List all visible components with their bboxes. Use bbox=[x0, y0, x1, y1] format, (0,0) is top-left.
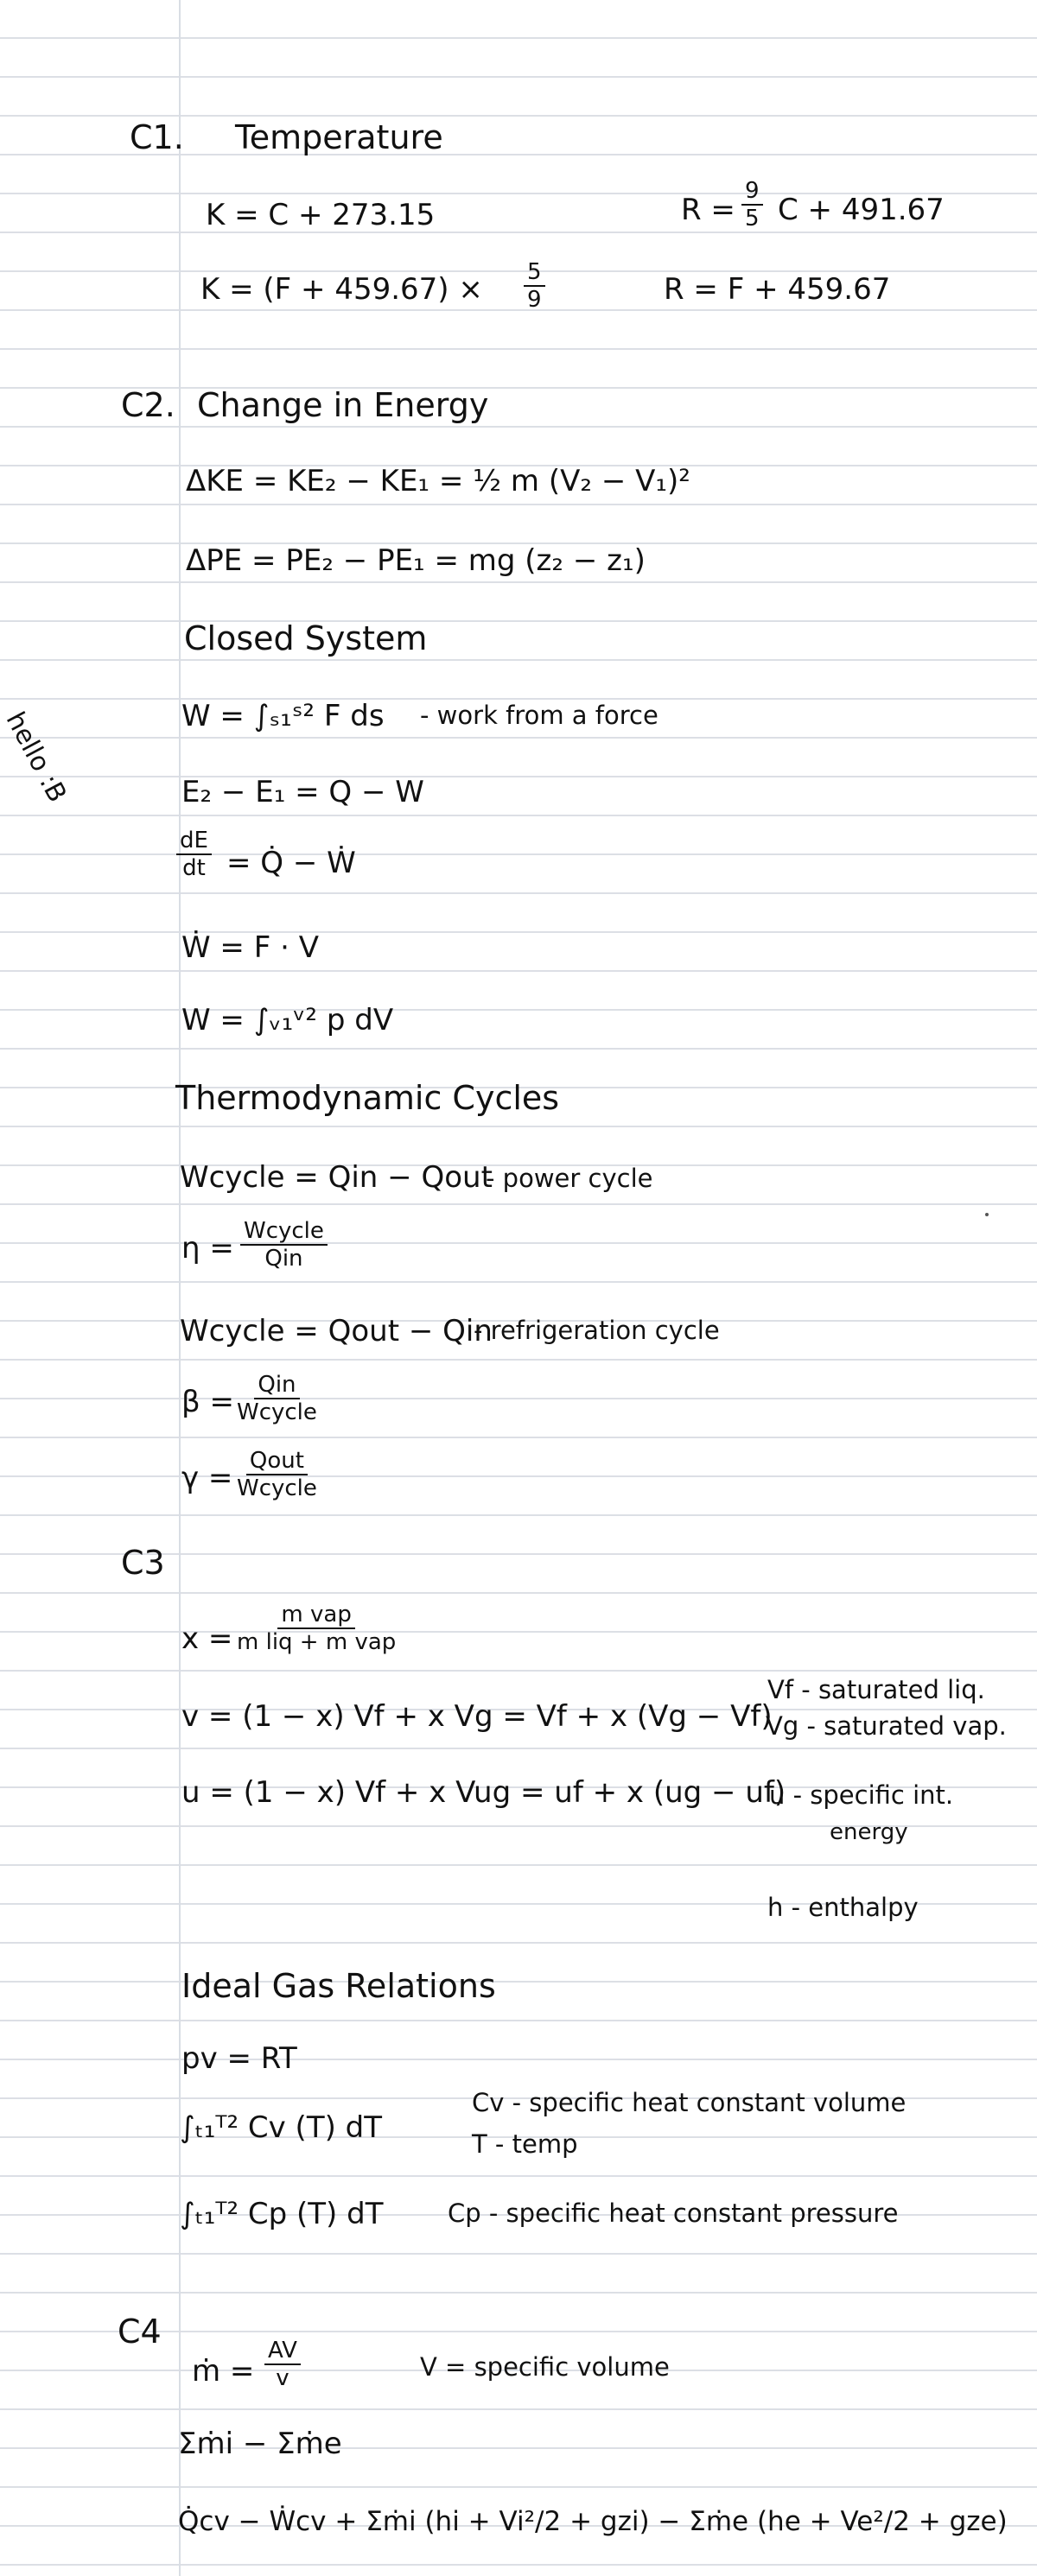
frac-denominator: Wcycle bbox=[237, 1475, 317, 1501]
eq-energy-balance: E₂ − E₁ = Q − W bbox=[181, 775, 424, 809]
note-work-from-force: - work from a force bbox=[420, 701, 658, 730]
eq-cv-integral: ∫ₜ₁ᵀ² Cv (T) dT bbox=[180, 2110, 383, 2145]
frac-numerator: 5 bbox=[524, 261, 545, 287]
eq-kinetic-energy: ΔKE = KE₂ − KE₁ = ½ m (V₂ − V₁)² bbox=[186, 464, 690, 498]
frac-beta bbox=[233, 1374, 321, 1424]
frac-denominator: Wcycle bbox=[237, 1399, 317, 1425]
doodle-hello: hello :B bbox=[0, 707, 73, 808]
eq-rankine-fahrenheit: R = F + 459.67 bbox=[664, 272, 891, 307]
frac-dE-dt bbox=[176, 829, 212, 879]
note-power-cycle: - power cycle bbox=[486, 1164, 653, 1193]
frac-numerator: dE bbox=[176, 829, 212, 855]
frac-numerator: Wcycle bbox=[240, 1220, 328, 1246]
frac-numerator: 9 bbox=[741, 180, 763, 206]
eq-rankine-celsius-pre: R = bbox=[681, 193, 735, 227]
section-label-c4: C4 bbox=[118, 2313, 162, 2351]
heading-change-in-energy: Change in Energy bbox=[197, 386, 489, 424]
frac-denominator: Qin bbox=[264, 1246, 303, 1272]
heading-thermodynamic-cycles: Thermodynamic Cycles bbox=[175, 1079, 560, 1117]
note-vg: Vg - saturated vap. bbox=[766, 1711, 1007, 1741]
eq-specific-volume: v = (1 − x) Vf + x Vg = Vf + x (Vg − Vf) bbox=[181, 1699, 773, 1734]
eq-beta-pre: β = bbox=[181, 1385, 234, 1419]
heading-closed-system: Closed System bbox=[184, 619, 428, 657]
eq-kelvin-celsius: K = C + 273.15 bbox=[206, 198, 436, 232]
eq-rankine-celsius-post: C + 491.67 bbox=[778, 193, 945, 227]
eq-quality-pre: x = bbox=[181, 1621, 233, 1656]
frac-denominator: v bbox=[276, 2365, 289, 2391]
note-cv: Cv - specific heat constant volume bbox=[472, 2088, 907, 2117]
frac-quality bbox=[233, 1603, 399, 1653]
heading-temperature: Temperature bbox=[235, 118, 443, 156]
frac-numerator: Qin bbox=[254, 1374, 299, 1399]
frac-5-over-9 bbox=[524, 261, 545, 311]
section-label-c3: C3 bbox=[121, 1544, 165, 1582]
eq-ideal-gas: pv = RT bbox=[181, 2041, 297, 2076]
eq-cp-integral: ∫ₜ₁ᵀ² Cp (T) dT bbox=[180, 2197, 384, 2231]
frac-numerator: AV bbox=[264, 2339, 301, 2365]
eq-control-volume-energy-rate: Q̇cv − Ẇcv + Σṁi (hi + Vi²/2 + gzi) − Σṁe (he + Ve²/2 + gze) bbox=[178, 2506, 1008, 2537]
eq-work-force: W = ∫ₛ₁ˢ² F ds bbox=[181, 699, 385, 733]
note-specific-volume: V = specific volume bbox=[420, 2352, 670, 2382]
eq-power-cycle: Wcycle = Qin − Qout bbox=[180, 1160, 493, 1195]
note-temp: T - temp bbox=[472, 2129, 578, 2159]
section-label-c1: C1. bbox=[130, 118, 184, 156]
note-u: u - specific int. bbox=[769, 1780, 954, 1810]
heading-ideal-gas-relations: Ideal Gas Relations bbox=[181, 1967, 496, 2005]
ink-dot bbox=[985, 1213, 989, 1216]
eq-mass-flow-pre: ṁ = bbox=[192, 2354, 255, 2389]
frac-numerator: m vap bbox=[277, 1603, 354, 1629]
eq-refrigeration-cycle: Wcycle = Qout − Qin bbox=[180, 1314, 493, 1348]
eq-specific-internal-energy: u = (1 − x) Vf + x Vug = uf + x (ug − uf) bbox=[181, 1775, 786, 1810]
frac-efficiency bbox=[240, 1220, 328, 1270]
frac-denominator: 5 bbox=[745, 206, 760, 232]
frac-denominator: 9 bbox=[527, 287, 542, 313]
eq-potential-energy: ΔPE = PE₂ − PE₁ = mg (z₂ − z₁) bbox=[186, 543, 646, 578]
note-u-energy: energy bbox=[830, 1819, 908, 1845]
frac-denominator: m liq + m vap bbox=[237, 1629, 397, 1655]
frac-gamma bbox=[233, 1450, 321, 1500]
note-vf: Vf - saturated liq. bbox=[767, 1675, 985, 1704]
eq-gamma-pre: γ = bbox=[181, 1461, 233, 1495]
section-label-c2: C2. bbox=[121, 386, 175, 424]
eq-mass-balance: Σṁi − Σṁe bbox=[178, 2427, 342, 2461]
eq-efficiency-pre: η = bbox=[181, 1231, 234, 1266]
frac-9-over-5 bbox=[741, 180, 763, 230]
frac-denominator: dt bbox=[182, 855, 206, 881]
eq-kelvin-fahrenheit-pre: K = (F + 459.67) × bbox=[200, 272, 483, 307]
note-enthalpy: h - enthalpy bbox=[767, 1893, 919, 1922]
frac-numerator: Qout bbox=[246, 1450, 308, 1475]
note-refrigeration-cycle: - refrigeration cycle bbox=[474, 1316, 720, 1345]
note-cp: Cp - specific heat constant pressure bbox=[448, 2198, 899, 2228]
frac-mass-flow bbox=[264, 2339, 301, 2389]
eq-power: Ẇ = F · V bbox=[181, 930, 319, 965]
eq-work-volume: W = ∫ᵥ₁ᵛ² p dV bbox=[181, 1003, 394, 1037]
eq-energy-rate: = Q̇ − Ẇ bbox=[226, 846, 356, 880]
